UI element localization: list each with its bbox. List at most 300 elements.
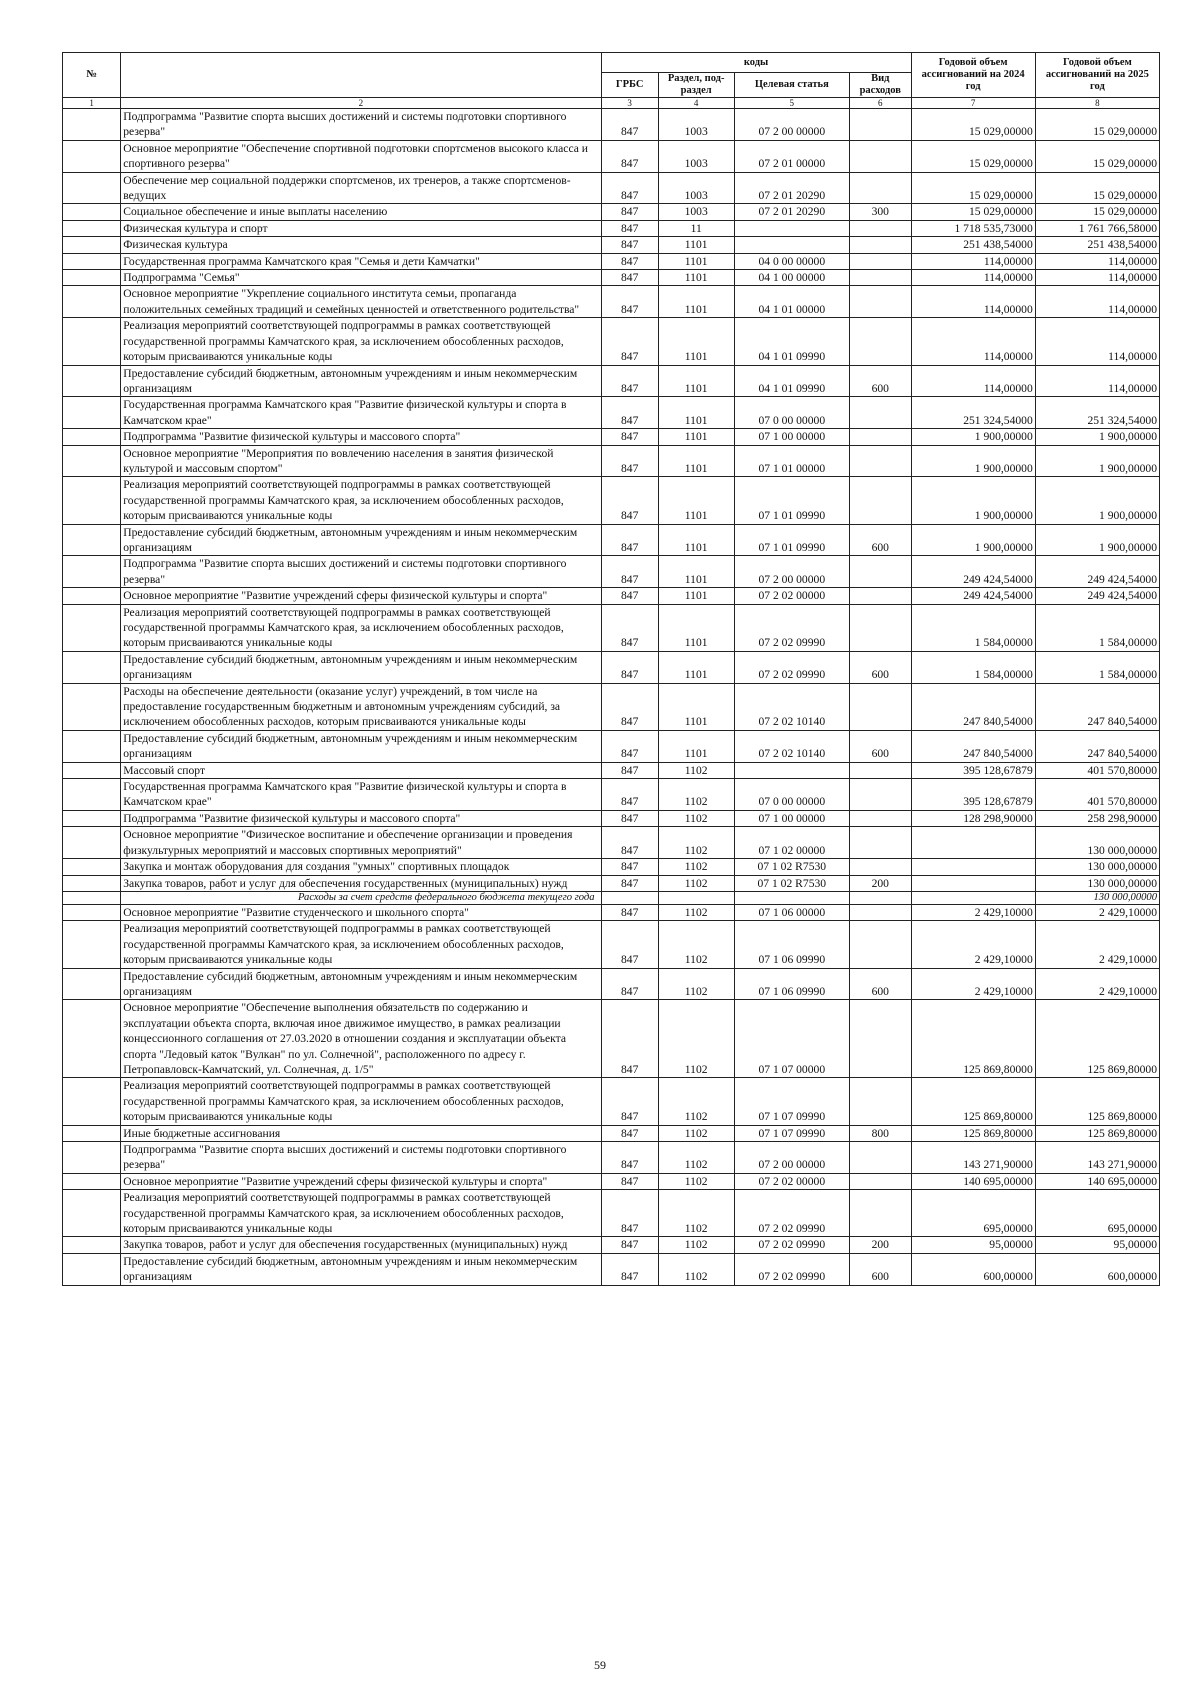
row-vid-cell: 600 [850,730,912,762]
row-index-cell [63,253,121,269]
row-index-cell [63,220,121,236]
row-tsel-cell: 07 2 02 09990 [734,1190,849,1237]
row-vid-cell [850,109,912,141]
table-row [63,875,1160,891]
row-2024-cell [911,875,1035,891]
row-grbs-cell: 847 [601,730,658,762]
row-razdel-cell: 1101 [658,556,734,588]
row-tsel-cell: 07 1 06 00000 [734,904,849,920]
row-razdel-cell: 1101 [658,588,734,604]
row-2025-cell: 114,00000 [1035,318,1159,365]
row-2025-cell: 15 029,00000 [1035,172,1159,204]
row-index-cell [63,445,121,477]
col-name-header [121,53,601,98]
row-name-cell: Физическая культура и спорт [121,220,601,236]
row-grbs-cell: 847 [601,445,658,477]
row-2024-cell: 114,00000 [911,286,1035,318]
row-vid-cell [850,779,912,811]
row-grbs-cell: 847 [601,762,658,778]
row-tsel-cell: 07 1 01 00000 [734,445,849,477]
row-vid-cell: 600 [850,968,912,1000]
row-tsel-cell: 07 2 02 09990 [734,1237,849,1253]
row-2024-cell: 247 840,54000 [911,730,1035,762]
row-2024-cell: 125 869,80000 [911,1125,1035,1141]
row-grbs-cell: 847 [601,286,658,318]
row-tsel-cell: 07 1 07 09990 [734,1125,849,1141]
row-vid-cell [850,810,912,826]
row-name-cell: Предоставление субсидий бюджетным, автономным учреждениям и иным некоммерческим организациям [121,365,601,397]
row-index-cell [63,891,121,904]
row-index-cell [63,588,121,604]
row-2024-cell: 1 900,00000 [911,477,1035,524]
row-grbs-cell: 847 [601,172,658,204]
row-index-cell [63,204,121,220]
row-2025-cell: 130 000,00000 [1035,875,1159,891]
row-2025-cell: 1 584,00000 [1035,604,1159,651]
row-2025-cell: 1 584,00000 [1035,651,1159,683]
row-2024-cell: 247 840,54000 [911,683,1035,730]
row-2024-cell: 114,00000 [911,270,1035,286]
row-index-cell [63,1173,121,1189]
row-grbs-cell: 847 [601,683,658,730]
row-2024-cell: 249 424,54000 [911,588,1035,604]
row-2025-cell: 130 000,00000 [1035,827,1159,859]
row-razdel-cell: 1101 [658,270,734,286]
row-2025-cell: 600,00000 [1035,1253,1159,1285]
table-row [63,1173,1160,1189]
row-2024-cell: 251 324,54000 [911,397,1035,429]
row-index-cell [63,904,121,920]
row-name-cell: Предоставление субсидий бюджетным, автономным учреждениям и иным некоммерческим организациям [121,651,601,683]
table-row [63,477,1160,524]
row-name-cell: Подпрограмма "Развитие физической культуры и массового спорта" [121,810,601,826]
row-grbs-cell: 847 [601,397,658,429]
row-razdel-cell: 1101 [658,237,734,253]
row-index-cell [63,968,121,1000]
row-2024-cell [911,827,1035,859]
row-2025-cell: 125 869,80000 [1035,1078,1159,1125]
col-razdel-header: Раздел, под-раздел [658,73,734,98]
colnum: 4 [658,98,734,109]
row-2024-cell: 600,00000 [911,1253,1035,1285]
page-number: 59 [594,1658,606,1672]
row-vid-cell [850,172,912,204]
row-name-cell: Предоставление субсидий бюджетным, автономным учреждениям и иным некоммерческим организациям [121,1253,601,1285]
col-grbs-header: ГРБС [601,73,658,98]
table-row [63,253,1160,269]
row-razdel-cell: 11 [658,220,734,236]
row-razdel-cell: 1003 [658,109,734,141]
row-tsel-cell [734,237,849,253]
row-index-cell [63,859,121,875]
row-grbs-cell: 847 [601,220,658,236]
row-2024-cell: 15 029,00000 [911,140,1035,172]
row-index-cell [63,875,121,891]
row-vid-cell [850,556,912,588]
row-vid-cell: 600 [850,1253,912,1285]
row-grbs-cell: 847 [601,1142,658,1174]
row-name-cell: Закупка и монтаж оборудования для создания "умных" спортивных площадок [121,859,601,875]
row-tsel-cell: 04 1 01 09990 [734,318,849,365]
row-vid-cell [850,891,912,904]
row-2024-cell: 695,00000 [911,1190,1035,1237]
row-vid-cell: 600 [850,365,912,397]
col-num-header: № [63,53,121,98]
row-grbs-cell: 847 [601,1078,658,1125]
row-tsel-cell [734,220,849,236]
row-2024-cell: 128 298,90000 [911,810,1035,826]
row-index-cell [63,683,121,730]
row-name-cell: Закупка товаров, работ и услуг для обеспечения государственных (муниципальных) нужд [121,1237,601,1253]
row-2025-cell: 114,00000 [1035,286,1159,318]
row-name-cell: Основное мероприятие "Развитие учреждений сферы физической культуры и спорта" [121,1173,601,1189]
table-row [63,779,1160,811]
row-2024-cell: 1 718 535,73000 [911,220,1035,236]
row-vid-cell: 800 [850,1125,912,1141]
row-index-cell [63,921,121,968]
row-razdel-cell: 1101 [658,318,734,365]
table-row [63,109,1160,141]
row-2024-cell: 1 900,00000 [911,429,1035,445]
row-index-cell [63,477,121,524]
row-vid-cell [850,604,912,651]
row-2025-cell: 15 029,00000 [1035,204,1159,220]
row-2025-cell: 114,00000 [1035,365,1159,397]
row-tsel-cell: 07 1 07 00000 [734,1000,849,1078]
row-tsel-cell: 07 1 07 09990 [734,1078,849,1125]
row-index-cell [63,827,121,859]
row-tsel-cell [734,891,849,904]
row-2025-cell: 15 029,00000 [1035,109,1159,141]
row-2024-cell: 1 584,00000 [911,651,1035,683]
col-2025-header: Годовой объем ассигнований на 2025 год [1035,53,1159,98]
row-2024-cell [911,859,1035,875]
colnum: 6 [850,98,912,109]
row-razdel-cell: 1102 [658,859,734,875]
row-index-cell [63,762,121,778]
row-2025-cell: 130 000,00000 [1035,891,1159,904]
row-name-cell: Иные бюджетные ассигнования [121,1125,601,1141]
row-grbs-cell: 847 [601,604,658,651]
row-name-cell: Физическая культура [121,237,601,253]
row-vid-cell [850,286,912,318]
row-name-cell: Основное мероприятие "Обеспечение выполнения обязательств по содержанию и эксплуатации объекта спорта, включая иное движимое имущество, в рамках реализации концессионного соглашения от 27.03.2020 в отношении создания и эксплуатации объекта спорта "Ледовый каток "Вулкан" по ул. Солнечной", расположенного по адресу г. Петропавловск-Камчатский, ул. Солнечная, д. 1/5" [121,1000,601,1078]
row-tsel-cell: 07 2 01 20290 [734,204,849,220]
row-vid-cell [850,237,912,253]
row-2025-cell: 249 424,54000 [1035,556,1159,588]
row-razdel-cell: 1102 [658,904,734,920]
row-grbs-cell: 847 [601,875,658,891]
table-row [63,140,1160,172]
row-index-cell [63,318,121,365]
table-row [63,556,1160,588]
row-grbs-cell: 847 [601,270,658,286]
row-vid-cell [850,827,912,859]
row-razdel-cell: 1102 [658,1000,734,1078]
row-name-cell: Основное мероприятие "Физическое воспитание и обеспечение организации и проведения физкультурных мероприятий и массовых спортивных мероприятий" [121,827,601,859]
row-grbs-cell: 847 [601,253,658,269]
row-grbs-cell: 847 [601,524,658,556]
row-grbs-cell: 847 [601,140,658,172]
table-row [63,237,1160,253]
row-index-cell [63,779,121,811]
table-row [63,810,1160,826]
row-grbs-cell: 847 [601,318,658,365]
table-row [63,683,1160,730]
row-vid-cell: 200 [850,1237,912,1253]
row-razdel-cell: 1101 [658,429,734,445]
row-index-cell [63,1000,121,1078]
row-tsel-cell: 07 2 01 00000 [734,140,849,172]
table-row [63,172,1160,204]
table-row [63,762,1160,778]
budget-table [62,52,1160,1286]
row-2024-cell: 395 128,67879 [911,779,1035,811]
row-2024-cell: 114,00000 [911,253,1035,269]
row-vid-cell [850,253,912,269]
row-index-cell [63,556,121,588]
row-name-cell: Основное мероприятие "Мероприятия по вовлечению населения в занятия физической культурой и массовым спортом" [121,445,601,477]
table-row [63,524,1160,556]
row-vid-cell [850,1078,912,1125]
row-tsel-cell: 07 1 00 00000 [734,810,849,826]
table-row [63,904,1160,920]
row-2025-cell: 114,00000 [1035,253,1159,269]
row-name-cell: Предоставление субсидий бюджетным, автономным учреждениям и иным некоммерческим организациям [121,524,601,556]
codes-header: коды [601,53,911,73]
row-2025-cell: 95,00000 [1035,1237,1159,1253]
row-tsel-cell: 07 2 02 10140 [734,683,849,730]
row-vid-cell [850,588,912,604]
row-grbs-cell: 847 [601,477,658,524]
row-vid-cell [850,220,912,236]
row-index-cell [63,397,121,429]
row-2025-cell: 2 429,10000 [1035,968,1159,1000]
row-index-cell [63,730,121,762]
row-2025-cell: 251 324,54000 [1035,397,1159,429]
table-row [63,270,1160,286]
colnum: 1 [63,98,121,109]
row-2024-cell: 1 900,00000 [911,524,1035,556]
table-row [63,1125,1160,1141]
row-grbs-cell: 847 [601,204,658,220]
row-2024-cell: 1 584,00000 [911,604,1035,651]
row-razdel-cell: 1102 [658,810,734,826]
row-2024-cell: 140 695,00000 [911,1173,1035,1189]
row-2025-cell: 247 840,54000 [1035,730,1159,762]
table-row [63,651,1160,683]
table-row [63,1190,1160,1237]
row-name-cell: Реализация мероприятий соответствующей подпрограммы в рамках соответствующей государственной программы Камчатского края, за исключением обособленных расходов, которым присваиваются уникальные коды [121,921,601,968]
row-vid-cell [850,683,912,730]
row-tsel-cell: 07 1 02 R7530 [734,875,849,891]
table-row [63,286,1160,318]
row-2024-cell: 114,00000 [911,365,1035,397]
row-grbs-cell: 847 [601,651,658,683]
table-row [63,220,1160,236]
row-2025-cell: 1 900,00000 [1035,445,1159,477]
row-2025-cell: 695,00000 [1035,1190,1159,1237]
row-razdel-cell: 1101 [658,683,734,730]
row-index-cell [63,429,121,445]
row-2025-cell: 15 029,00000 [1035,140,1159,172]
row-2024-cell: 1 900,00000 [911,445,1035,477]
row-2024-cell: 2 429,10000 [911,921,1035,968]
table-row [63,1253,1160,1285]
row-vid-cell [850,921,912,968]
row-grbs-cell: 847 [601,1237,658,1253]
row-razdel-cell: 1101 [658,286,734,318]
row-index-cell [63,1125,121,1141]
row-grbs-cell: 847 [601,859,658,875]
row-2025-cell: 140 695,00000 [1035,1173,1159,1189]
row-name-cell: Расходы за счет средств федерального бюджета текущего года [121,891,601,904]
row-2025-cell: 401 570,80000 [1035,762,1159,778]
row-2025-cell: 2 429,10000 [1035,921,1159,968]
row-grbs-cell: 847 [601,588,658,604]
row-vid-cell [850,1000,912,1078]
row-grbs-cell: 847 [601,1125,658,1141]
row-index-cell [63,1078,121,1125]
row-razdel-cell: 1003 [658,204,734,220]
row-name-cell: Подпрограмма "Развитие физической культуры и массового спорта" [121,429,601,445]
colnum: 3 [601,98,658,109]
table-row [63,968,1160,1000]
row-tsel-cell: 07 2 00 00000 [734,1142,849,1174]
row-name-cell: Реализация мероприятий соответствующей подпрограммы в рамках соответствующей государственной программы Камчатского края, за исключением обособленных расходов, которым присваиваются уникальные коды [121,1190,601,1237]
row-name-cell: Социальное обеспечение и иные выплаты населению [121,204,601,220]
row-grbs-cell: 847 [601,921,658,968]
row-razdel-cell: 1102 [658,827,734,859]
table-row [63,604,1160,651]
row-2024-cell: 249 424,54000 [911,556,1035,588]
row-2024-cell: 251 438,54000 [911,237,1035,253]
row-razdel-cell: 1101 [658,604,734,651]
row-razdel-cell: 1102 [658,1190,734,1237]
row-tsel-cell: 07 2 01 20290 [734,172,849,204]
row-tsel-cell: 04 1 00 00000 [734,270,849,286]
row-2025-cell: 247 840,54000 [1035,683,1159,730]
row-name-cell: Реализация мероприятий соответствующей подпрограммы в рамках соответствующей государственной программы Камчатского края, за исключением обособленных расходов, которым присваиваются уникальные коды [121,604,601,651]
row-razdel-cell: 1101 [658,365,734,397]
row-razdel-cell: 1101 [658,524,734,556]
row-grbs-cell: 847 [601,556,658,588]
row-vid-cell [850,477,912,524]
row-name-cell: Государственная программа Камчатского края "Развитие физической культуры и спорта в Камчатском крае" [121,397,601,429]
row-index-cell [63,651,121,683]
row-2024-cell: 2 429,10000 [911,904,1035,920]
row-2025-cell: 143 271,90000 [1035,1142,1159,1174]
row-razdel-cell: 1102 [658,1237,734,1253]
table-row [63,1237,1160,1253]
row-2024-cell: 15 029,00000 [911,172,1035,204]
row-grbs-cell: 847 [601,810,658,826]
row-2024-cell: 15 029,00000 [911,204,1035,220]
row-name-cell: Обеспечение мер социальной поддержки спортсменов, их тренеров, а также спортсменов-ведущих [121,172,601,204]
row-tsel-cell: 07 1 00 00000 [734,429,849,445]
row-razdel-cell: 1102 [658,921,734,968]
table-row [63,891,1160,904]
row-tsel-cell: 07 1 02 R7530 [734,859,849,875]
row-tsel-cell: 07 1 02 00000 [734,827,849,859]
row-name-cell: Подпрограмма "Развитие спорта высших достижений и системы подготовки спортивного резерва" [121,109,601,141]
row-tsel-cell: 07 2 02 00000 [734,1173,849,1189]
row-tsel-cell: 07 0 00 00000 [734,779,849,811]
row-tsel-cell: 07 2 00 00000 [734,109,849,141]
row-grbs-cell: 847 [601,968,658,1000]
row-2025-cell: 130 000,00000 [1035,859,1159,875]
table-row [63,588,1160,604]
row-vid-cell [850,445,912,477]
row-grbs-cell: 847 [601,1253,658,1285]
row-2025-cell: 125 869,80000 [1035,1125,1159,1141]
row-razdel-cell: 1101 [658,253,734,269]
row-razdel-cell: 1102 [658,1078,734,1125]
row-razdel-cell: 1101 [658,651,734,683]
row-vid-cell: 600 [850,524,912,556]
table-row [63,397,1160,429]
row-vid-cell [850,270,912,286]
row-name-cell: Подпрограмма "Семья" [121,270,601,286]
row-index-cell [63,270,121,286]
row-vid-cell [850,318,912,365]
row-2025-cell: 1 900,00000 [1035,429,1159,445]
row-grbs-cell: 847 [601,429,658,445]
budget-table-sheet [62,52,1160,1286]
row-razdel-cell: 1102 [658,1142,734,1174]
row-razdel-cell: 1102 [658,1125,734,1141]
row-razdel-cell [658,891,734,904]
col-tsel-header: Целевая статья [734,73,849,98]
row-tsel-cell: 07 1 01 09990 [734,524,849,556]
row-vid-cell [850,904,912,920]
table-body [63,109,1160,1286]
row-2025-cell: 249 424,54000 [1035,588,1159,604]
row-2024-cell: 15 029,00000 [911,109,1035,141]
row-tsel-cell: 07 0 00 00000 [734,397,849,429]
row-2024-cell [911,891,1035,904]
row-vid-cell [850,1190,912,1237]
row-tsel-cell: 07 1 06 09990 [734,921,849,968]
colnum: 7 [911,98,1035,109]
row-razdel-cell: 1101 [658,397,734,429]
table-row [63,429,1160,445]
row-tsel-cell: 07 1 06 09990 [734,968,849,1000]
row-tsel-cell: 07 1 01 09990 [734,477,849,524]
table-row [63,730,1160,762]
row-name-cell: Предоставление субсидий бюджетным, автономным учреждениям и иным некоммерческим организациям [121,968,601,1000]
row-name-cell: Государственная программа Камчатского края "Семья и дети Камчатки" [121,253,601,269]
row-tsel-cell: 07 2 00 00000 [734,556,849,588]
col-2024-header: Годовой объем ассигнований на 2024 год [911,53,1035,98]
row-name-cell: Массовый спорт [121,762,601,778]
row-name-cell: Государственная программа Камчатского края "Развитие физической культуры и спорта в Камчатском крае" [121,779,601,811]
row-name-cell: Закупка товаров, работ и услуг для обеспечения государственных (муниципальных) нужд [121,875,601,891]
row-razdel-cell: 1102 [658,762,734,778]
row-vid-cell: 600 [850,651,912,683]
table-row [63,827,1160,859]
row-tsel-cell: 07 2 02 00000 [734,588,849,604]
row-grbs-cell: 847 [601,237,658,253]
row-index-cell [63,524,121,556]
row-index-cell [63,365,121,397]
row-2024-cell: 395 128,67879 [911,762,1035,778]
table-row [63,204,1160,220]
row-grbs-cell: 847 [601,827,658,859]
row-grbs-cell: 847 [601,904,658,920]
row-2024-cell: 143 271,90000 [911,1142,1035,1174]
table-row [63,318,1160,365]
